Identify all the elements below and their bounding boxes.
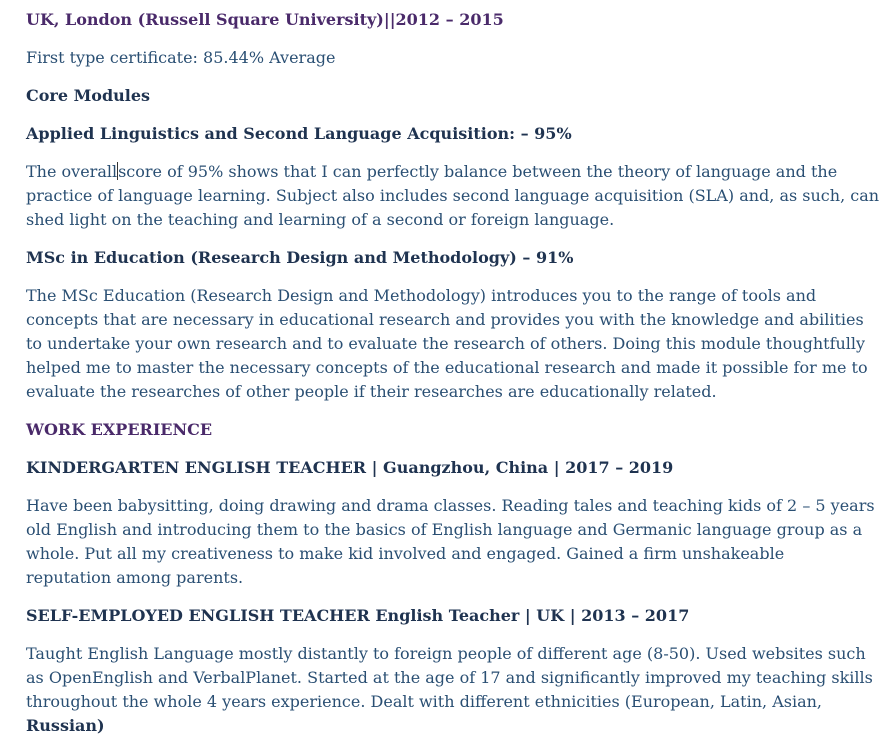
- job1-line-4: reputation among parents.: [26, 568, 244, 587]
- job2-line-2: as OpenEnglish and VerbalPlanet. Started at the age of 17 and significantly improved my teaching skills: [26, 668, 873, 687]
- core-modules-title: Core Modules: [26, 86, 151, 105]
- module1-line-2: practice of language learning. Subject also includes second language acquisition (SLA) and, as such, can: [26, 186, 880, 205]
- module2-line-4: helped me to master the necessary concepts of the educational research and made it possible for me to: [26, 358, 868, 377]
- module1-title: Applied Linguistics and Second Language Acquisition: – 95%: [26, 124, 572, 143]
- module2-line-1: The MSc Education (Research Design and Methodology) introduces you to the range of tools and: [26, 286, 817, 305]
- module1-line-1-part2: score of 95% shows that I can perfectly balance between the theory of language and the: [118, 162, 838, 181]
- job2-title: SELF-EMPLOYED ENGLISH TEACHER English Teacher | UK | 2013 – 2017: [26, 606, 690, 625]
- job1-line-2: old English and introducing them to the basics of English language and Germanic language group as a: [26, 520, 863, 539]
- certificate-text: First type certificate: 85.44% Average: [26, 48, 336, 67]
- module2-title: MSc in Education (Research Design and Methodology) – 91%: [26, 248, 574, 267]
- module1-line-1: [26, 160, 863, 184]
- work-experience-title: WORK EXPERIENCE: [26, 420, 213, 439]
- module1-line-3: shed light on the teaching and learning of a second or foreign language.: [26, 210, 615, 229]
- job2-line-4-bold: Russian): [26, 716, 105, 735]
- job1-line-3: whole. Put all my creativeness to make kid involved and engaged. Gained a firm unshakeable: [26, 544, 785, 563]
- module1-line-1-part1: The overall: [26, 162, 118, 181]
- job2-line-3: throughout the whole 4 years experience. Dealt with different ethnicities (European, Latin, Asian,: [26, 692, 822, 711]
- module2-line-3: to undertake your own research and to evaluate the research of others. Doing this module thoughtfully: [26, 334, 866, 353]
- job1-line-1: Have been babysitting, doing drawing and drama classes. Reading tales and teaching kids of 2 – 5 years: [26, 496, 875, 515]
- job1-title: KINDERGARTEN ENGLISH TEACHER | Guangzhou, China | 2017 – 2019: [26, 458, 674, 477]
- module2-line-2: concepts that are necessary in educational research and provides you with the knowledge and abilities: [26, 310, 864, 329]
- education-header: UK, London (Russell Square University)||2012 – 2015: [26, 10, 504, 29]
- job2-line-1: Taught English Language mostly distantly to foreign people of different age (8-50). Used websites such: [26, 644, 866, 663]
- module2-line-5: evaluate the researches of other people if their researches are educationally related.: [26, 382, 717, 401]
